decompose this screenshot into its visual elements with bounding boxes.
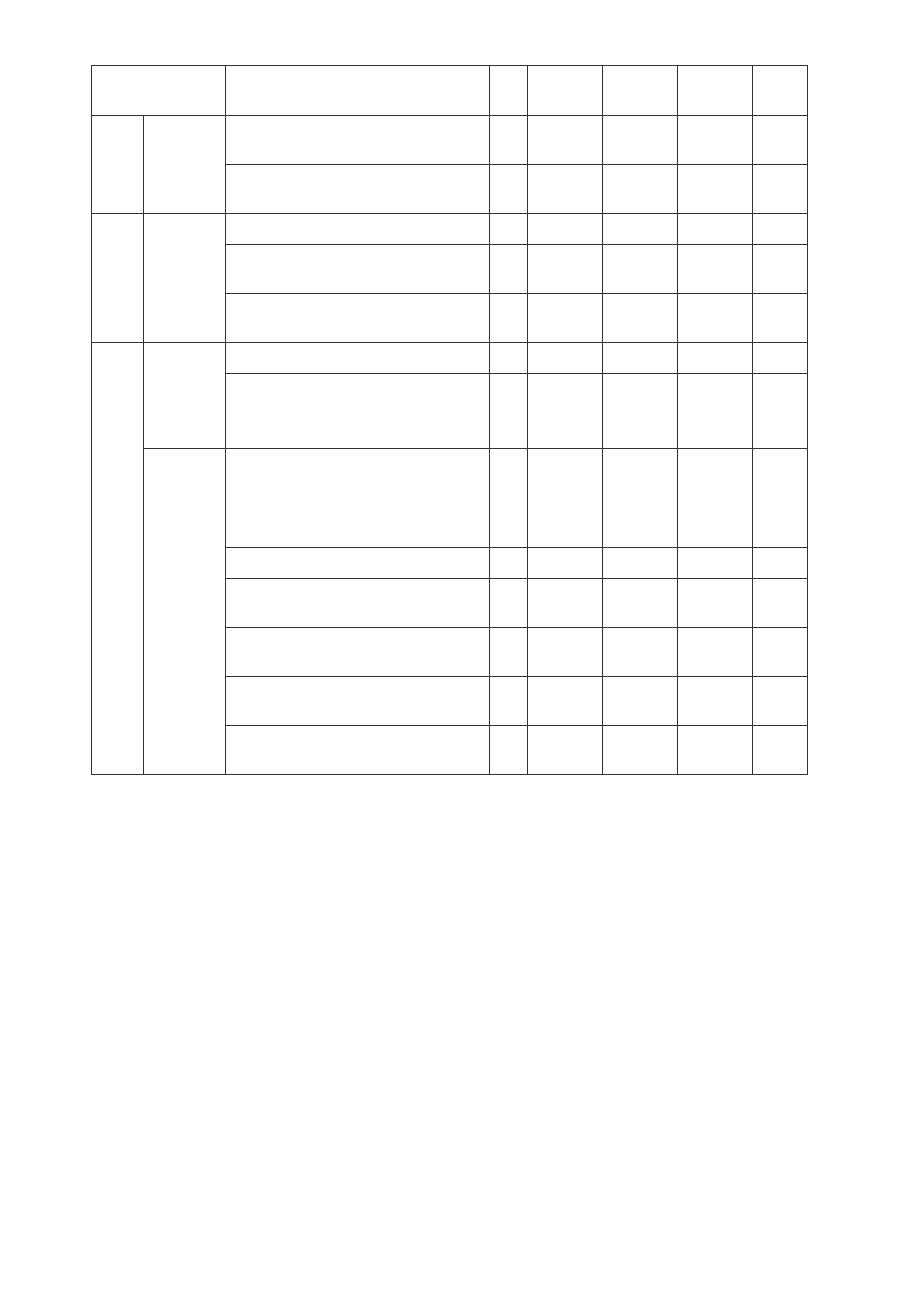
grade-c-cell	[678, 165, 753, 214]
grade-b-cell	[603, 214, 678, 245]
header-points	[490, 66, 528, 116]
points-cell	[490, 116, 528, 165]
score-cell	[753, 214, 808, 245]
grade-a-cell	[528, 343, 603, 374]
grade-a-cell	[528, 579, 603, 628]
grade-c-cell	[678, 343, 753, 374]
grade-a-cell	[528, 677, 603, 726]
criterion-cell	[226, 374, 490, 449]
grade-c-cell	[678, 245, 753, 294]
subcategory-cell	[144, 343, 226, 449]
table-row	[92, 449, 808, 548]
score-cell	[753, 116, 808, 165]
grade-c-cell	[678, 449, 753, 548]
header-grade-b	[603, 66, 678, 116]
grade-c-cell	[678, 116, 753, 165]
subcategory-cell	[144, 449, 226, 775]
grade-c-cell	[678, 374, 753, 449]
header-score	[753, 66, 808, 116]
score-cell	[753, 548, 808, 579]
points-cell	[490, 374, 528, 449]
score-cell	[753, 449, 808, 548]
score-cell	[753, 374, 808, 449]
score-cell	[753, 165, 808, 214]
criterion-cell	[226, 214, 490, 245]
grade-b-cell	[603, 579, 678, 628]
grade-a-cell	[528, 449, 603, 548]
score-cell	[753, 294, 808, 343]
grade-b-cell	[603, 116, 678, 165]
header-indicator	[92, 66, 226, 116]
score-cell	[753, 579, 808, 628]
points-cell	[490, 628, 528, 677]
grade-b-cell	[603, 343, 678, 374]
criterion-cell	[226, 245, 490, 294]
points-cell	[490, 343, 528, 374]
grade-b-cell	[603, 245, 678, 294]
grade-a-cell	[528, 726, 603, 775]
grade-b-cell	[603, 677, 678, 726]
criterion-cell	[226, 579, 490, 628]
grade-a-cell	[528, 214, 603, 245]
criterion-cell	[226, 677, 490, 726]
header-grade-a	[528, 66, 603, 116]
criterion-cell	[226, 628, 490, 677]
grade-b-cell	[603, 628, 678, 677]
criterion-cell	[226, 726, 490, 775]
category-cell	[92, 214, 144, 343]
criterion-cell	[226, 116, 490, 165]
points-cell	[490, 726, 528, 775]
points-cell	[490, 449, 528, 548]
evaluation-table	[91, 65, 808, 775]
header-row	[92, 66, 808, 116]
grade-c-cell	[678, 548, 753, 579]
grade-a-cell	[528, 628, 603, 677]
grade-b-cell	[603, 374, 678, 449]
points-cell	[490, 294, 528, 343]
grade-b-cell	[603, 294, 678, 343]
grade-a-cell	[528, 374, 603, 449]
grade-c-cell	[678, 214, 753, 245]
header-principle	[226, 66, 490, 116]
criterion-cell	[226, 294, 490, 343]
table-row	[92, 214, 808, 245]
criterion-cell	[226, 165, 490, 214]
grade-c-cell	[678, 677, 753, 726]
grade-a-cell	[528, 548, 603, 579]
grade-c-cell	[678, 579, 753, 628]
subcategory-cell	[144, 214, 226, 343]
grade-c-cell	[678, 294, 753, 343]
grade-a-cell	[528, 294, 603, 343]
points-cell	[490, 548, 528, 579]
points-cell	[490, 165, 528, 214]
grade-a-cell	[528, 165, 603, 214]
grade-c-cell	[678, 726, 753, 775]
subcategory-cell	[144, 116, 226, 214]
score-cell	[753, 628, 808, 677]
points-cell	[490, 214, 528, 245]
criterion-cell	[226, 343, 490, 374]
grade-b-cell	[603, 548, 678, 579]
criterion-cell	[226, 548, 490, 579]
category-cell	[92, 343, 144, 775]
grade-b-cell	[603, 165, 678, 214]
criterion-cell	[226, 449, 490, 548]
points-cell	[490, 579, 528, 628]
points-cell	[490, 677, 528, 726]
grade-a-cell	[528, 245, 603, 294]
grade-a-cell	[528, 116, 603, 165]
table-row	[92, 343, 808, 374]
score-cell	[753, 343, 808, 374]
grade-b-cell	[603, 726, 678, 775]
header-grade-c	[678, 66, 753, 116]
score-cell	[753, 726, 808, 775]
table-row	[92, 116, 808, 165]
score-cell	[753, 677, 808, 726]
score-cell	[753, 245, 808, 294]
category-cell	[92, 116, 144, 214]
grade-c-cell	[678, 628, 753, 677]
points-cell	[490, 245, 528, 294]
grade-b-cell	[603, 449, 678, 548]
